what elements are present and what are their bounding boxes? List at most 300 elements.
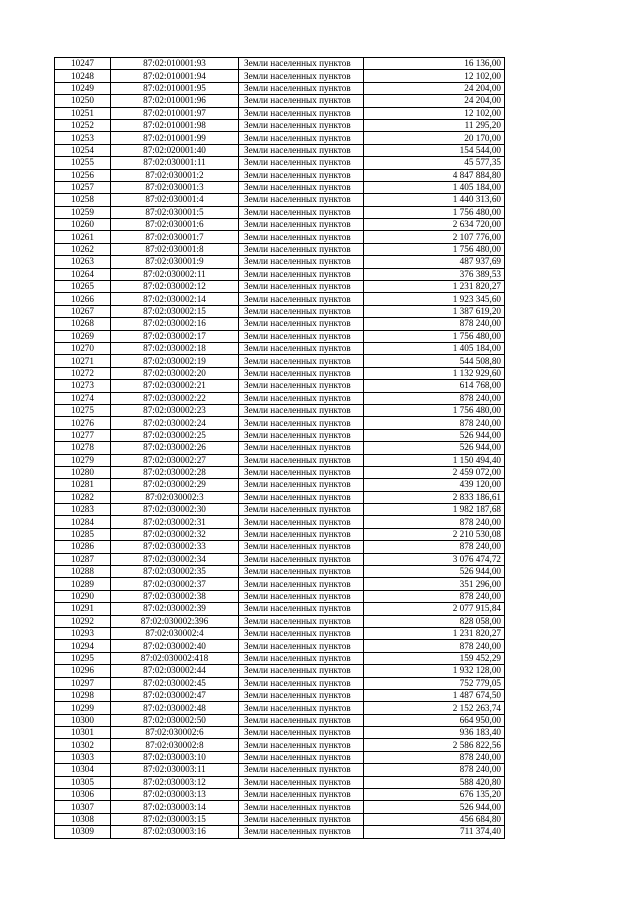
table-row xyxy=(55,665,505,677)
cadastral-number-cell: 87:02:030002:28 xyxy=(111,466,239,478)
cadastral-number-cell: 87:02:020001:40 xyxy=(111,144,239,156)
table-row xyxy=(55,751,505,763)
cadastral-number-cell: 87:02:030002:44 xyxy=(111,665,239,677)
land-category-cell: Земли населенных пунктов xyxy=(239,293,364,305)
cadastral-value-cell: 526 944,00 xyxy=(364,801,505,813)
cadastral-number-cell: 87:02:030002:34 xyxy=(111,553,239,565)
table-row xyxy=(55,491,505,503)
table-row xyxy=(55,528,505,540)
table-row xyxy=(55,206,505,218)
row-number-cell: 10308 xyxy=(55,813,111,825)
land-category-cell: Земли населенных пунктов xyxy=(239,727,364,739)
cadastral-number-cell: 87:02:030003:15 xyxy=(111,813,239,825)
cadastral-value-cell: 1 132 929,60 xyxy=(364,367,505,379)
table-row xyxy=(55,764,505,776)
row-number-cell: 10276 xyxy=(55,417,111,429)
cadastral-number-cell: 87:02:030002:11 xyxy=(111,268,239,280)
cadastral-value-cell: 878 240,00 xyxy=(364,640,505,652)
row-number-cell: 10305 xyxy=(55,776,111,788)
table-row xyxy=(55,119,505,131)
land-category-cell: Земли населенных пунктов xyxy=(239,751,364,763)
row-number-cell: 10248 xyxy=(55,70,111,82)
cadastral-number-cell: 87:02:030003:11 xyxy=(111,764,239,776)
table-row xyxy=(55,392,505,404)
cadastral-number-cell: 87:02:030002:396 xyxy=(111,615,239,627)
row-number-cell: 10280 xyxy=(55,466,111,478)
cadastral-number-cell: 87:02:030002:17 xyxy=(111,330,239,342)
cadastral-value-table xyxy=(54,57,505,839)
cadastral-number-cell: 87:02:030002:25 xyxy=(111,429,239,441)
cadastral-number-cell: 87:02:030002:24 xyxy=(111,417,239,429)
cadastral-value-cell: 1 756 480,00 xyxy=(364,243,505,255)
table-row xyxy=(55,714,505,726)
table-row xyxy=(55,640,505,652)
table-body xyxy=(55,58,505,839)
land-category-cell: Земли населенных пунктов xyxy=(239,801,364,813)
cadastral-number-cell: 87:02:030003:10 xyxy=(111,751,239,763)
cadastral-value-cell: 2 210 530,08 xyxy=(364,528,505,540)
cadastral-value-cell: 544 508,80 xyxy=(364,355,505,367)
cadastral-value-cell: 154 544,00 xyxy=(364,144,505,156)
land-category-cell: Земли населенных пунктов xyxy=(239,181,364,193)
land-category-cell: Земли населенных пунктов xyxy=(239,665,364,677)
row-number-cell: 10255 xyxy=(55,157,111,169)
table-row xyxy=(55,281,505,293)
land-category-cell: Земли населенных пунктов xyxy=(239,516,364,528)
cadastral-value-cell: 614 768,00 xyxy=(364,380,505,392)
row-number-cell: 10292 xyxy=(55,615,111,627)
cadastral-number-cell: 87:02:030002:31 xyxy=(111,516,239,528)
land-category-cell: Земли населенных пунктов xyxy=(239,95,364,107)
cadastral-number-cell: 87:02:030002:29 xyxy=(111,479,239,491)
row-number-cell: 10264 xyxy=(55,268,111,280)
land-category-cell: Земли населенных пунктов xyxy=(239,206,364,218)
cadastral-number-cell: 87:02:030002:12 xyxy=(111,281,239,293)
table-row xyxy=(55,826,505,838)
cadastral-number-cell: 87:02:030002:418 xyxy=(111,652,239,664)
table-row xyxy=(55,603,505,615)
land-category-cell: Земли населенных пунктов xyxy=(239,826,364,838)
land-category-cell: Земли населенных пунктов xyxy=(239,479,364,491)
row-number-cell: 10297 xyxy=(55,677,111,689)
land-category-cell: Земли населенных пунктов xyxy=(239,417,364,429)
cadastral-value-cell: 828 058,00 xyxy=(364,615,505,627)
table-row xyxy=(55,801,505,813)
land-category-cell: Земли населенных пунктов xyxy=(239,392,364,404)
row-number-cell: 10284 xyxy=(55,516,111,528)
cadastral-value-cell: 351 296,00 xyxy=(364,578,505,590)
cadastral-number-cell: 87:02:030003:13 xyxy=(111,789,239,801)
cadastral-number-cell: 87:02:030001:6 xyxy=(111,219,239,231)
land-category-cell: Земли населенных пунктов xyxy=(239,578,364,590)
land-category-cell: Земли населенных пунктов xyxy=(239,764,364,776)
land-category-cell: Земли населенных пунктов xyxy=(239,268,364,280)
cadastral-number-cell: 87:02:030002:37 xyxy=(111,578,239,590)
land-category-cell: Земли населенных пунктов xyxy=(239,157,364,169)
table-row xyxy=(55,553,505,565)
cadastral-value-cell: 878 240,00 xyxy=(364,516,505,528)
cadastral-value-cell: 526 944,00 xyxy=(364,429,505,441)
cadastral-value-cell: 1 756 480,00 xyxy=(364,330,505,342)
table-row xyxy=(55,293,505,305)
row-number-cell: 10273 xyxy=(55,380,111,392)
row-number-cell: 10275 xyxy=(55,404,111,416)
land-category-cell: Земли населенных пунктов xyxy=(239,58,364,70)
cadastral-number-cell: 87:02:030002:15 xyxy=(111,305,239,317)
cadastral-number-cell: 87:02:030002:33 xyxy=(111,541,239,553)
table-row xyxy=(55,442,505,454)
cadastral-value-cell: 878 240,00 xyxy=(364,751,505,763)
land-category-cell: Земли населенных пунктов xyxy=(239,603,364,615)
cadastral-value-cell: 526 944,00 xyxy=(364,566,505,578)
land-category-cell: Земли населенных пунктов xyxy=(239,466,364,478)
row-number-cell: 10261 xyxy=(55,231,111,243)
cadastral-number-cell: 87:02:030002:48 xyxy=(111,702,239,714)
table-row xyxy=(55,677,505,689)
land-category-cell: Земли населенных пунктов xyxy=(239,231,364,243)
cadastral-value-cell: 24 204,00 xyxy=(364,82,505,94)
table-row xyxy=(55,367,505,379)
row-number-cell: 10262 xyxy=(55,243,111,255)
table-row xyxy=(55,95,505,107)
cadastral-value-cell: 1 756 480,00 xyxy=(364,206,505,218)
cadastral-value-cell: 20 170,00 xyxy=(364,132,505,144)
land-category-cell: Земли населенных пунктов xyxy=(239,169,364,181)
cadastral-value-cell: 752 779,05 xyxy=(364,677,505,689)
cadastral-value-cell: 11 295,20 xyxy=(364,119,505,131)
land-category-cell: Земли населенных пунктов xyxy=(239,367,364,379)
cadastral-number-cell: 87:02:030002:47 xyxy=(111,689,239,701)
cadastral-number-cell: 87:02:010001:96 xyxy=(111,95,239,107)
table-row xyxy=(55,789,505,801)
table-row xyxy=(55,330,505,342)
table-row xyxy=(55,504,505,516)
row-number-cell: 10271 xyxy=(55,355,111,367)
cadastral-value-cell: 526 944,00 xyxy=(364,442,505,454)
row-number-cell: 10266 xyxy=(55,293,111,305)
table-row xyxy=(55,305,505,317)
land-category-cell: Земли населенных пунктов xyxy=(239,652,364,664)
land-category-cell: Земли населенных пунктов xyxy=(239,281,364,293)
land-category-cell: Земли населенных пунктов xyxy=(239,355,364,367)
row-number-cell: 10256 xyxy=(55,169,111,181)
land-category-cell: Земли населенных пунктов xyxy=(239,144,364,156)
cadastral-value-cell: 1 405 184,00 xyxy=(364,181,505,193)
cadastral-number-cell: 87:02:010001:97 xyxy=(111,107,239,119)
cadastral-number-cell: 87:02:030002:6 xyxy=(111,727,239,739)
cadastral-number-cell: 87:02:030003:12 xyxy=(111,776,239,788)
cadastral-number-cell: 87:02:030002:26 xyxy=(111,442,239,454)
land-category-cell: Земли населенных пунктов xyxy=(239,70,364,82)
table-row xyxy=(55,355,505,367)
table-row xyxy=(55,318,505,330)
table-row xyxy=(55,181,505,193)
land-category-cell: Земли населенных пунктов xyxy=(239,566,364,578)
cadastral-value-cell: 45 577,35 xyxy=(364,157,505,169)
row-number-cell: 10268 xyxy=(55,318,111,330)
row-number-cell: 10288 xyxy=(55,566,111,578)
cadastral-number-cell: 87:02:030002:20 xyxy=(111,367,239,379)
table-row xyxy=(55,776,505,788)
cadastral-number-cell: 87:02:010001:93 xyxy=(111,58,239,70)
row-number-cell: 10283 xyxy=(55,504,111,516)
cadastral-value-cell: 1 387 619,20 xyxy=(364,305,505,317)
table-row xyxy=(55,429,505,441)
cadastral-number-cell: 87:02:010001:95 xyxy=(111,82,239,94)
cadastral-value-cell: 878 240,00 xyxy=(364,764,505,776)
cadastral-value-cell: 2 459 072,00 xyxy=(364,466,505,478)
cadastral-value-cell: 878 240,00 xyxy=(364,590,505,602)
row-number-cell: 10291 xyxy=(55,603,111,615)
table-row xyxy=(55,342,505,354)
table-row xyxy=(55,590,505,602)
row-number-cell: 10302 xyxy=(55,739,111,751)
table-row xyxy=(55,404,505,416)
row-number-cell: 10307 xyxy=(55,801,111,813)
cadastral-value-cell: 456 684,80 xyxy=(364,813,505,825)
cadastral-value-cell: 2 833 186,61 xyxy=(364,491,505,503)
cadastral-number-cell: 87:02:030001:2 xyxy=(111,169,239,181)
land-category-cell: Земли населенных пунктов xyxy=(239,553,364,565)
cadastral-number-cell: 87:02:010001:98 xyxy=(111,119,239,131)
row-number-cell: 10252 xyxy=(55,119,111,131)
cadastral-number-cell: 87:02:030002:23 xyxy=(111,404,239,416)
row-number-cell: 10251 xyxy=(55,107,111,119)
table-row xyxy=(55,627,505,639)
row-number-cell: 10309 xyxy=(55,826,111,838)
cadastral-number-cell: 87:02:030001:9 xyxy=(111,256,239,268)
land-category-cell: Земли населенных пунктов xyxy=(239,504,364,516)
row-number-cell: 10279 xyxy=(55,454,111,466)
land-category-cell: Земли населенных пунктов xyxy=(239,380,364,392)
land-category-cell: Земли населенных пунктов xyxy=(239,689,364,701)
table-row xyxy=(55,256,505,268)
row-number-cell: 10247 xyxy=(55,58,111,70)
row-number-cell: 10259 xyxy=(55,206,111,218)
table-row xyxy=(55,615,505,627)
row-number-cell: 10254 xyxy=(55,144,111,156)
table-row xyxy=(55,157,505,169)
table-row xyxy=(55,380,505,392)
table-row xyxy=(55,107,505,119)
land-category-cell: Земли населенных пунктов xyxy=(239,590,364,602)
row-number-cell: 10287 xyxy=(55,553,111,565)
cadastral-value-cell: 439 120,00 xyxy=(364,479,505,491)
row-number-cell: 10286 xyxy=(55,541,111,553)
row-number-cell: 10265 xyxy=(55,281,111,293)
cadastral-number-cell: 87:02:030002:3 xyxy=(111,491,239,503)
table-row xyxy=(55,702,505,714)
cadastral-number-cell: 87:02:030002:4 xyxy=(111,627,239,639)
cadastral-value-cell: 2 634 720,00 xyxy=(364,219,505,231)
land-category-cell: Земли населенных пунктов xyxy=(239,528,364,540)
row-number-cell: 10277 xyxy=(55,429,111,441)
land-category-cell: Земли населенных пунктов xyxy=(239,342,364,354)
table-row xyxy=(55,578,505,590)
table-row xyxy=(55,466,505,478)
cadastral-number-cell: 87:02:030002:22 xyxy=(111,392,239,404)
table-row xyxy=(55,566,505,578)
land-category-cell: Земли населенных пунктов xyxy=(239,627,364,639)
row-number-cell: 10303 xyxy=(55,751,111,763)
land-category-cell: Земли населенных пунктов xyxy=(239,82,364,94)
row-number-cell: 10249 xyxy=(55,82,111,94)
table-row xyxy=(55,479,505,491)
land-category-cell: Земли населенных пунктов xyxy=(239,640,364,652)
table-row xyxy=(55,144,505,156)
table-row xyxy=(55,652,505,664)
land-category-cell: Земли населенных пунктов xyxy=(239,256,364,268)
cadastral-number-cell: 87:02:030002:40 xyxy=(111,640,239,652)
cadastral-value-cell: 878 240,00 xyxy=(364,417,505,429)
row-number-cell: 10300 xyxy=(55,714,111,726)
row-number-cell: 10270 xyxy=(55,342,111,354)
cadastral-number-cell: 87:02:030001:4 xyxy=(111,194,239,206)
cadastral-value-cell: 1 231 820,27 xyxy=(364,627,505,639)
table-row xyxy=(55,243,505,255)
cadastral-number-cell: 87:02:030001:3 xyxy=(111,181,239,193)
row-number-cell: 10282 xyxy=(55,491,111,503)
cadastral-value-cell: 2 077 915,84 xyxy=(364,603,505,615)
land-category-cell: Земли населенных пунктов xyxy=(239,615,364,627)
table-row xyxy=(55,268,505,280)
cadastral-number-cell: 87:02:030002:16 xyxy=(111,318,239,330)
cadastral-value-cell: 1 932 128,00 xyxy=(364,665,505,677)
cadastral-value-cell: 1 756 480,00 xyxy=(364,404,505,416)
cadastral-value-cell: 878 240,00 xyxy=(364,541,505,553)
cadastral-value-cell: 664 950,00 xyxy=(364,714,505,726)
cadastral-number-cell: 87:02:030002:45 xyxy=(111,677,239,689)
cadastral-value-cell: 16 136,00 xyxy=(364,58,505,70)
land-category-cell: Земли населенных пунктов xyxy=(239,776,364,788)
cadastral-number-cell: 87:02:030002:21 xyxy=(111,380,239,392)
table-row xyxy=(55,132,505,144)
cadastral-value-cell: 936 183,40 xyxy=(364,727,505,739)
land-category-cell: Земли населенных пунктов xyxy=(239,132,364,144)
row-number-cell: 10258 xyxy=(55,194,111,206)
cadastral-number-cell: 87:02:030001:8 xyxy=(111,243,239,255)
cadastral-value-cell: 376 389,53 xyxy=(364,268,505,280)
land-category-cell: Земли населенных пунктов xyxy=(239,318,364,330)
cadastral-number-cell: 87:02:030001:11 xyxy=(111,157,239,169)
cadastral-value-cell: 676 135,20 xyxy=(364,789,505,801)
cadastral-value-cell: 159 452,29 xyxy=(364,652,505,664)
cadastral-value-cell: 1 487 674,50 xyxy=(364,689,505,701)
row-number-cell: 10296 xyxy=(55,665,111,677)
cadastral-value-cell: 1 405 184,00 xyxy=(364,342,505,354)
row-number-cell: 10285 xyxy=(55,528,111,540)
cadastral-value-cell: 1 923 345,60 xyxy=(364,293,505,305)
row-number-cell: 10253 xyxy=(55,132,111,144)
cadastral-value-cell: 588 420,80 xyxy=(364,776,505,788)
land-category-cell: Земли населенных пунктов xyxy=(239,330,364,342)
row-number-cell: 10263 xyxy=(55,256,111,268)
cadastral-value-cell: 2 152 263,74 xyxy=(364,702,505,714)
land-category-cell: Земли населенных пунктов xyxy=(239,813,364,825)
land-category-cell: Земли населенных пунктов xyxy=(239,243,364,255)
land-category-cell: Земли населенных пунктов xyxy=(239,194,364,206)
cadastral-value-cell: 1 982 187,68 xyxy=(364,504,505,516)
cadastral-number-cell: 87:02:030002:50 xyxy=(111,714,239,726)
cadastral-value-cell: 1 150 494,40 xyxy=(364,454,505,466)
cadastral-number-cell: 87:02:030002:32 xyxy=(111,528,239,540)
land-category-cell: Земли населенных пунктов xyxy=(239,107,364,119)
table-row xyxy=(55,417,505,429)
land-category-cell: Земли населенных пунктов xyxy=(239,677,364,689)
table-row xyxy=(55,813,505,825)
table-row xyxy=(55,516,505,528)
table-row xyxy=(55,739,505,751)
row-number-cell: 10274 xyxy=(55,392,111,404)
land-category-cell: Земли населенных пунктов xyxy=(239,789,364,801)
row-number-cell: 10267 xyxy=(55,305,111,317)
cadastral-value-cell: 12 102,00 xyxy=(364,70,505,82)
row-number-cell: 10281 xyxy=(55,479,111,491)
row-number-cell: 10295 xyxy=(55,652,111,664)
cadastral-number-cell: 87:02:010001:94 xyxy=(111,70,239,82)
land-category-cell: Земли населенных пунктов xyxy=(239,404,364,416)
table-row xyxy=(55,169,505,181)
cadastral-value-cell: 1 231 820,27 xyxy=(364,281,505,293)
cadastral-value-cell: 2 107 776,00 xyxy=(364,231,505,243)
cadastral-number-cell: 87:02:030002:30 xyxy=(111,504,239,516)
row-number-cell: 10250 xyxy=(55,95,111,107)
table-row xyxy=(55,541,505,553)
table-row xyxy=(55,219,505,231)
cadastral-number-cell: 87:02:030001:7 xyxy=(111,231,239,243)
row-number-cell: 10298 xyxy=(55,689,111,701)
land-category-cell: Земли населенных пунктов xyxy=(239,119,364,131)
cadastral-number-cell: 87:02:030003:16 xyxy=(111,826,239,838)
land-category-cell: Земли населенных пунктов xyxy=(239,454,364,466)
cadastral-value-cell: 878 240,00 xyxy=(364,392,505,404)
table-row xyxy=(55,727,505,739)
row-number-cell: 10299 xyxy=(55,702,111,714)
cadastral-value-cell: 12 102,00 xyxy=(364,107,505,119)
row-number-cell: 10301 xyxy=(55,727,111,739)
cadastral-value-cell: 878 240,00 xyxy=(364,318,505,330)
land-category-cell: Земли населенных пунктов xyxy=(239,491,364,503)
cadastral-value-cell: 711 374,40 xyxy=(364,826,505,838)
table-row xyxy=(55,231,505,243)
cadastral-number-cell: 87:02:030002:27 xyxy=(111,454,239,466)
row-number-cell: 10260 xyxy=(55,219,111,231)
table-row xyxy=(55,689,505,701)
cadastral-number-cell: 87:02:010001:99 xyxy=(111,132,239,144)
cadastral-value-cell: 1 440 313,60 xyxy=(364,194,505,206)
row-number-cell: 10257 xyxy=(55,181,111,193)
cadastral-value-cell: 2 586 822,56 xyxy=(364,739,505,751)
cadastral-number-cell: 87:02:030003:14 xyxy=(111,801,239,813)
cadastral-number-cell: 87:02:030002:18 xyxy=(111,342,239,354)
table-row xyxy=(55,454,505,466)
land-category-cell: Земли населенных пунктов xyxy=(239,442,364,454)
row-number-cell: 10306 xyxy=(55,789,111,801)
land-category-cell: Земли населенных пунктов xyxy=(239,702,364,714)
row-number-cell: 10278 xyxy=(55,442,111,454)
land-category-cell: Земли населенных пунктов xyxy=(239,429,364,441)
cadastral-number-cell: 87:02:030002:14 xyxy=(111,293,239,305)
land-category-cell: Земли населенных пунктов xyxy=(239,714,364,726)
cadastral-number-cell: 87:02:030002:39 xyxy=(111,603,239,615)
table-row xyxy=(55,82,505,94)
table-row xyxy=(55,70,505,82)
cadastral-number-cell: 87:02:030002:8 xyxy=(111,739,239,751)
cadastral-value-cell: 3 076 474,72 xyxy=(364,553,505,565)
cadastral-number-cell: 87:02:030002:35 xyxy=(111,566,239,578)
cadastral-number-cell: 87:02:030001:5 xyxy=(111,206,239,218)
row-number-cell: 10269 xyxy=(55,330,111,342)
